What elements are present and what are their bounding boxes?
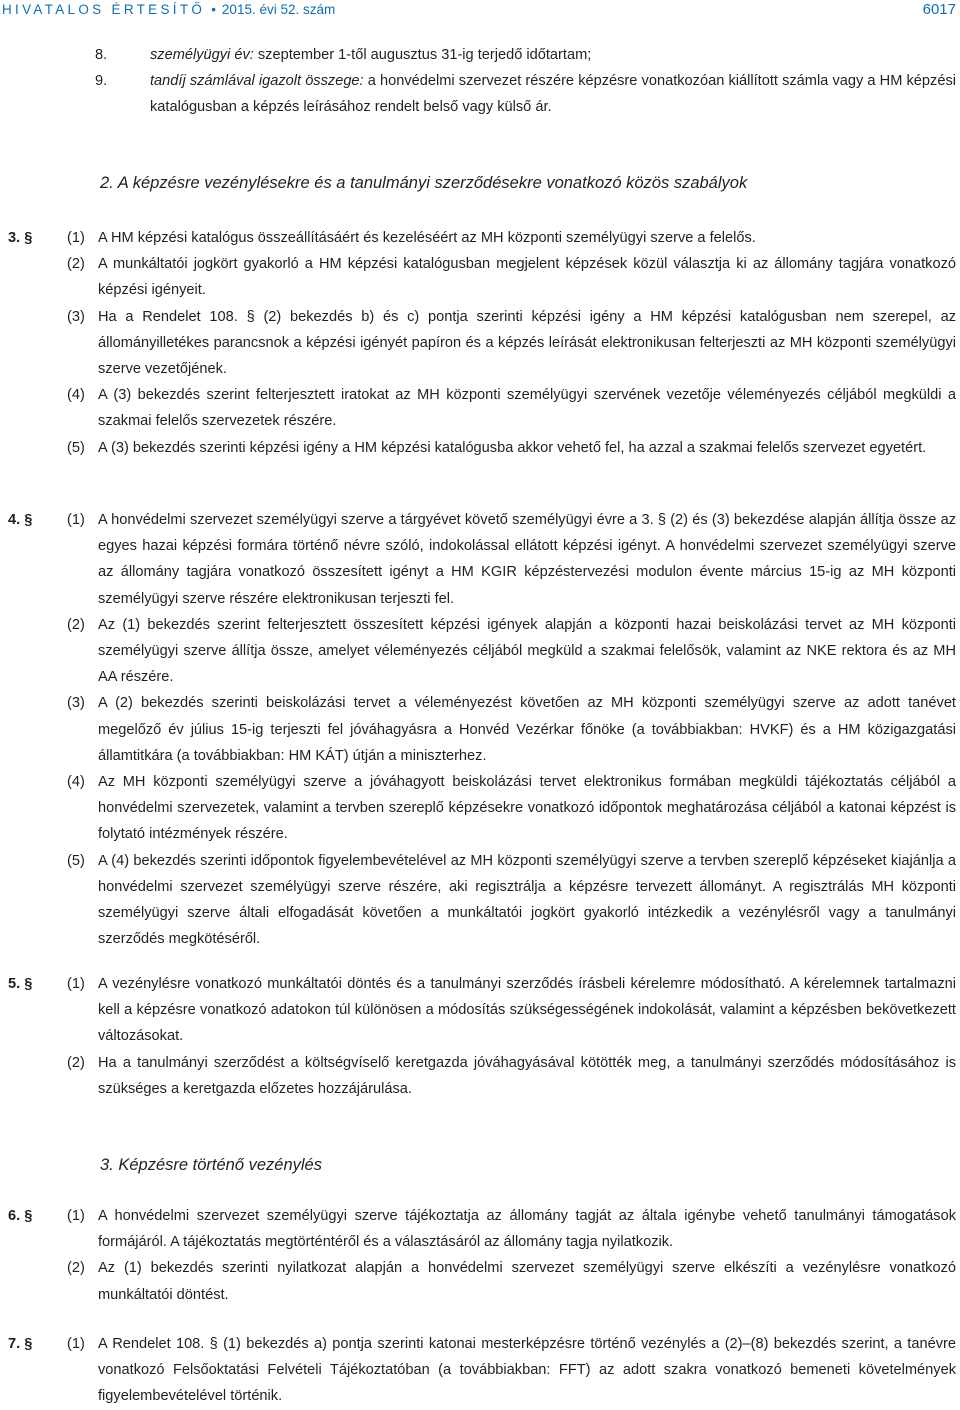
definition-item bbox=[0, 68, 960, 120]
paragraph bbox=[0, 1203, 960, 1255]
paragraph bbox=[0, 971, 960, 1050]
paragraph bbox=[0, 435, 960, 461]
paragraph-text: A honvédelmi szervezet személyügyi szerve a tárgyévet követő személyügyi évre a 3. § (2) és (3) bekezdése alapján állítja össze az egyes hazai képzési formára történő névre szóló, indokolással ellátott képzési igényt. A honvédelmi szervezet személyügyi szerve az állomány tagjára vonatkozó összesített igényt a HM KGIR képzéstervezési modulon évente március 15-ig az MH központi személyügyi szerve részére elektronikusan terjeszti fel. bbox=[98, 512, 956, 607]
section-label: 5. § bbox=[8, 976, 33, 992]
paragraph-text: A (3) bekezdés szerinti képzési igény a HM képzési katalógusba akkor vehető fel, ha azzal a szakmai felelős szervezet egyetért. bbox=[98, 439, 927, 456]
paragraph bbox=[0, 612, 960, 691]
section-6 bbox=[0, 1203, 960, 1308]
paragraph-number: (2) bbox=[67, 1054, 85, 1071]
paragraph bbox=[0, 251, 960, 303]
paragraph bbox=[0, 1050, 960, 1102]
definition-body: a honvédelmi szervezet részére képzésre vonatkozóan kiállított számla vagy a HM képzési katalógusban a képzés leírásához rendelt belső vagy külső ár. bbox=[150, 73, 956, 115]
paragraph-text: Ha a Rendelet 108. § (2) bekezdés b) és c) pontja szerinti képzési igény a HM képzési katalógusban nem szerepel, az állományilletékes parancsnok a képzési igényét papíron és a képzés leírását elektronikusan felterjeszti az MH központi személyügyi szerve vezetőjének. bbox=[98, 308, 956, 378]
definition-item bbox=[0, 42, 960, 68]
section-label: 4. § bbox=[8, 512, 33, 528]
paragraph-number: (2) bbox=[67, 1260, 85, 1277]
paragraph-number: (3) bbox=[67, 695, 85, 712]
paragraph-text: A munkáltatói jogkört gyakorló a HM képzési katalógusban megjelent képzések közül választja ki az állomány tagjára vonatkozó képzési igényeit. bbox=[98, 256, 956, 299]
publication-title: HIVATALOS ÉRTESÍTŐ bbox=[2, 2, 206, 17]
paragraph-number: (1) bbox=[67, 230, 85, 246]
paragraph-number: (1) bbox=[67, 1208, 85, 1224]
section-7 bbox=[0, 1331, 960, 1410]
paragraph-number: (1) bbox=[67, 1336, 85, 1352]
definition-number: 9. bbox=[95, 73, 108, 89]
definition-list bbox=[0, 42, 960, 120]
subtitle-common-rules: 2. A képzésre vezénylésekre és a tanulmányi szerződésekre vonatkozó közös szabályok bbox=[100, 174, 748, 192]
paragraph-text: A Rendelet 108. § (1) bekezdés a) pontja szerinti katonai mesterképzésre történő vezénylés a (2)–(8) bekezdés szerint, a tanévre vonatkozó Felsőoktatási Felvételi Tájékoztatóban (a továbbiakban: FFT) az adott szakra vonatkozó bemeneti követelmények figyelembevételével történik. bbox=[98, 1336, 956, 1405]
paragraph-text: Az (1) bekezdés szerint felterjesztett összesített képzési igények alapján a központi hazai beiskolázási tervet az MH központi személyügyi szerve állítja össze, amelyet véleményezés céljából megküld a szakmai felelősök, valamint az NKE rektora és az MH AA részére. bbox=[98, 616, 956, 686]
paragraph-number: (2) bbox=[67, 616, 85, 633]
paragraph-number: (2) bbox=[67, 256, 85, 273]
paragraph-number: (5) bbox=[67, 852, 85, 869]
running-head bbox=[2, 2, 335, 17]
definition-text bbox=[150, 42, 956, 68]
paragraph-text: A (2) bekezdés szerinti beiskolázási tervet a véleményezést követően az MH központi személyügyi szerve az adott tanévet megelőző év július 15-ig terjeszti fel jóváhagyásra a Honvéd Vezérkar főnöke (a továbbiakban: HVKF) és a HM közigazgatási államtitkára (a továbbiakban: HM KÁT) útján a miniszterhez. bbox=[98, 695, 956, 764]
paragraph-text: Ha a tanulmányi szerződést a költségvíselő keretgazda jóváhagyásával kötötték meg, a tanulmányi szerződés módosításához is szükséges a keretgazda előzetes hozzájárulása. bbox=[98, 1054, 956, 1097]
section-3 bbox=[0, 225, 960, 461]
paragraph-number: (4) bbox=[67, 387, 85, 404]
page-header bbox=[0, 0, 960, 20]
paragraph-text: A HM képzési katalógus összeállításáért és kezeléséért az MH központi személyügyi szerve a felelős. bbox=[98, 230, 756, 246]
section-label: 6. § bbox=[8, 1208, 33, 1224]
definition-number: 8. bbox=[95, 47, 108, 63]
paragraph bbox=[0, 769, 960, 848]
paragraph bbox=[0, 690, 960, 769]
paragraph-number: (4) bbox=[67, 774, 85, 791]
definition-text bbox=[150, 68, 956, 120]
paragraph-number: (1) bbox=[67, 512, 85, 528]
definition-body: szeptember 1-től augusztus 31-ig terjedő időtartam; bbox=[253, 47, 592, 63]
page-number: 6017 bbox=[922, 1, 956, 18]
section-label: 7. § bbox=[8, 1336, 33, 1352]
paragraph-text: A honvédelmi szervezet személyügyi szerve tájékoztatja az állomány tagját az általa igénybe vehető tanulmányi támogatások formájáról. A tájékoztatás megtörténtéről és a választásáról az állomány tagja nyilatkozik. bbox=[98, 1208, 956, 1251]
paragraph bbox=[0, 382, 960, 434]
paragraph bbox=[0, 304, 960, 383]
section-4 bbox=[0, 507, 960, 952]
paragraph-text: A vezénylésre vonatkozó munkáltatói döntés és a tanulmányi szerződés írásbeli kérelemre módosítható. A kérelemnek tartalmazni kell a képzésre vonatkozó adatokon túl különösen a módosítás szükségességének indokolását, valamint a képzésben bekövetkezett változásokat. bbox=[98, 976, 956, 1045]
bullet-separator: • bbox=[211, 2, 216, 17]
paragraph bbox=[0, 848, 960, 953]
paragraph bbox=[0, 1331, 960, 1410]
subtitle-training-assignment: 3. Képzésre történő vezénylés bbox=[100, 1156, 322, 1174]
paragraph-text: Az MH központi személyügyi szerve a jóváhagyott beiskolázási tervet elektronikus formában megküldi tájékoztatás céljából a honvédelmi szervezetek, valamint a tervben szereplő képzésekre vonatkozó időpontok meghatározása céljából a katonai képzést is folytató intézmények részére. bbox=[98, 774, 956, 843]
issue-label: 2015. évi 52. szám bbox=[221, 2, 336, 17]
paragraph-number: (3) bbox=[67, 308, 85, 325]
section-label: 3. § bbox=[8, 230, 33, 246]
paragraph bbox=[0, 507, 960, 612]
paragraph-text: Az (1) bekezdés szerinti nyilatkozat alapján a honvédelmi szervezet személyügyi szerve elkészíti a vezénylésre vonatkozó munkáltatói döntést. bbox=[98, 1260, 956, 1303]
definition-term: személyügyi év: bbox=[150, 47, 254, 63]
section-5 bbox=[0, 971, 960, 1102]
paragraph-number: (1) bbox=[67, 976, 85, 992]
paragraph bbox=[0, 1255, 960, 1307]
paragraph bbox=[0, 225, 960, 251]
definition-term: tandíj számlával igazolt összege: bbox=[150, 73, 364, 89]
paragraph-number: (5) bbox=[67, 439, 85, 456]
paragraph-text: A (3) bekezdés szerint felterjesztett iratokat az MH központi személyügyi szervének vezetője véleményezés céljából megküldi a szakmai felelős szervezetek részére. bbox=[98, 387, 956, 430]
paragraph-text: A (4) bekezdés szerinti időpontok figyelembevételével az MH központi személyügyi szerve a tervben szereplő képzéseket kiajánlja a honvédelmi szervezet személyügyi szerve részére, aki regisztrálja a képzésre tervezett állományt. A regisztrálás MH központi személyügyi szerve általi elfogadását követően a munkáltatói jogkört gyakorló intézkedik a vezénylésről vagy a tanulmányi szerződés megkötéséről. bbox=[98, 852, 956, 948]
